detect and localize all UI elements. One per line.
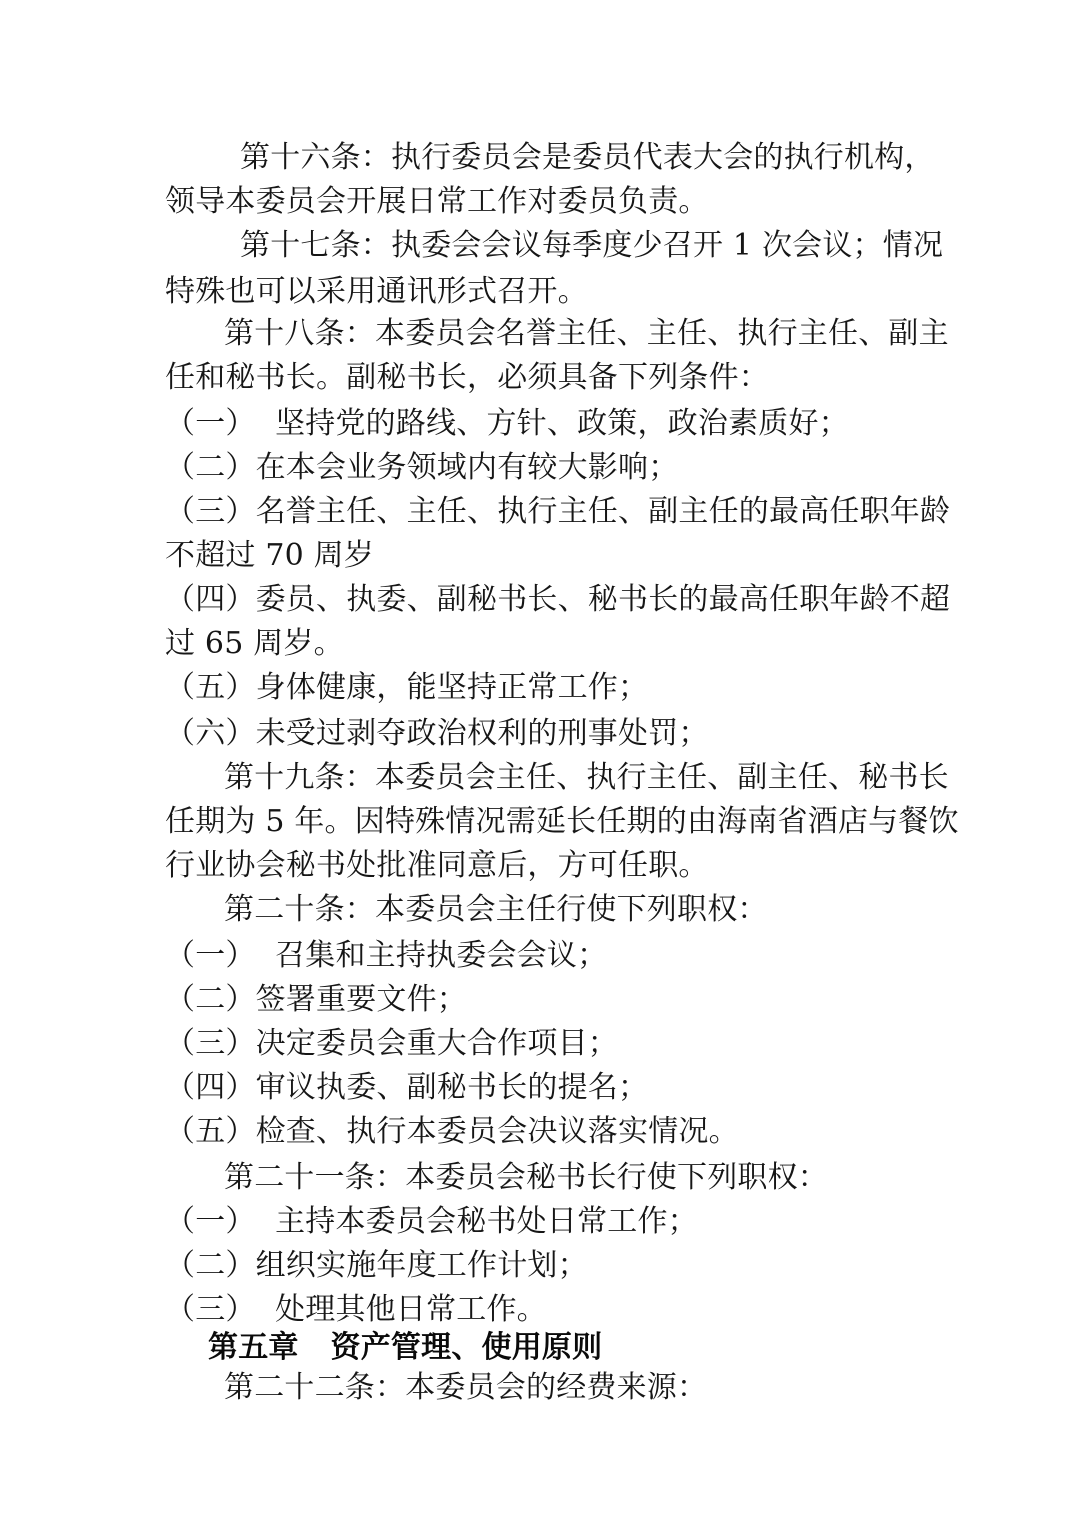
article-18-item-3-line-2: 不超过 70 周岁 — [165, 538, 375, 573]
article-21-line-1: 第二十一条：本委员会秘书长行使下列职权： — [224, 1160, 828, 1195]
article-20-item-2: （二）签署重要文件； — [165, 982, 467, 1017]
article-20-line-1: 第二十条：本委员会主任行使下列职权： — [224, 892, 768, 927]
article-17-line-2: 特殊也可以采用通讯形式召开。 — [165, 274, 588, 309]
article-18-item-6: （六）未受过剥夺政治权利的刑事处罚； — [165, 716, 709, 751]
article-20-item-1: （一） 召集和主持执委会会议； — [165, 938, 608, 973]
article-19-line-2: 任期为 5 年。因特殊情况需延长任期的由海南省酒店与餐饮 — [165, 804, 959, 839]
article-20-item-3: （三）决定委员会重大合作项目； — [165, 1026, 618, 1061]
article-18-item-5: （五）身体健康，能坚持正常工作； — [165, 670, 649, 705]
article-22-line-1: 第二十二条：本委员会的经费来源： — [224, 1370, 708, 1405]
article-16-line-1: 第十六条：执行委员会是委员代表大会的执行机构， — [240, 140, 935, 175]
article-20-item-5: （五）检查、执行本委员会决议落实情况。 — [165, 1114, 739, 1149]
article-18-item-2: （二）在本会业务领域内有较大影响； — [165, 450, 679, 485]
article-17-line-1: 第十七条：执委会会议每季度少召开 1 次会议；情况 — [240, 228, 944, 263]
article-21-item-2: （二）组织实施年度工作计划； — [165, 1248, 588, 1283]
article-19-line-3: 行业协会秘书处批准同意后，方可任职。 — [165, 848, 709, 883]
article-18-item-3-line-1: （三）名誉主任、主任、执行主任、副主任的最高任职年龄 — [165, 494, 951, 529]
article-20-item-4: （四）审议执委、副秘书长的提名； — [165, 1070, 649, 1105]
article-19-line-1: 第十九条：本委员会主任、执行主任、副主任、秘书长 — [224, 760, 949, 795]
article-18-item-1: （一） 坚持党的路线、方针、政策，政治素质好； — [165, 406, 849, 441]
article-18-item-4-line-1: （四）委员、执委、副秘书长、秘书长的最高任职年龄不超 — [165, 582, 951, 617]
article-18-line-1: 第十八条：本委员会名誉主任、主任、执行主任、副主 — [224, 316, 949, 351]
article-16-line-2: 领导本委员会开展日常工作对委员负责。 — [165, 184, 709, 219]
article-18-item-4-line-2: 过 65 周岁。 — [165, 626, 344, 661]
chapter-5-heading: 第五章 资产管理、使用原则 — [208, 1330, 603, 1365]
article-21-item-3: （三） 处理其他日常工作。 — [165, 1292, 547, 1327]
article-18-line-2: 任和秘书长。副秘书长，必须具备下列条件： — [165, 360, 769, 395]
article-21-item-1: （一） 主持本委员会秘书处日常工作； — [165, 1204, 698, 1239]
